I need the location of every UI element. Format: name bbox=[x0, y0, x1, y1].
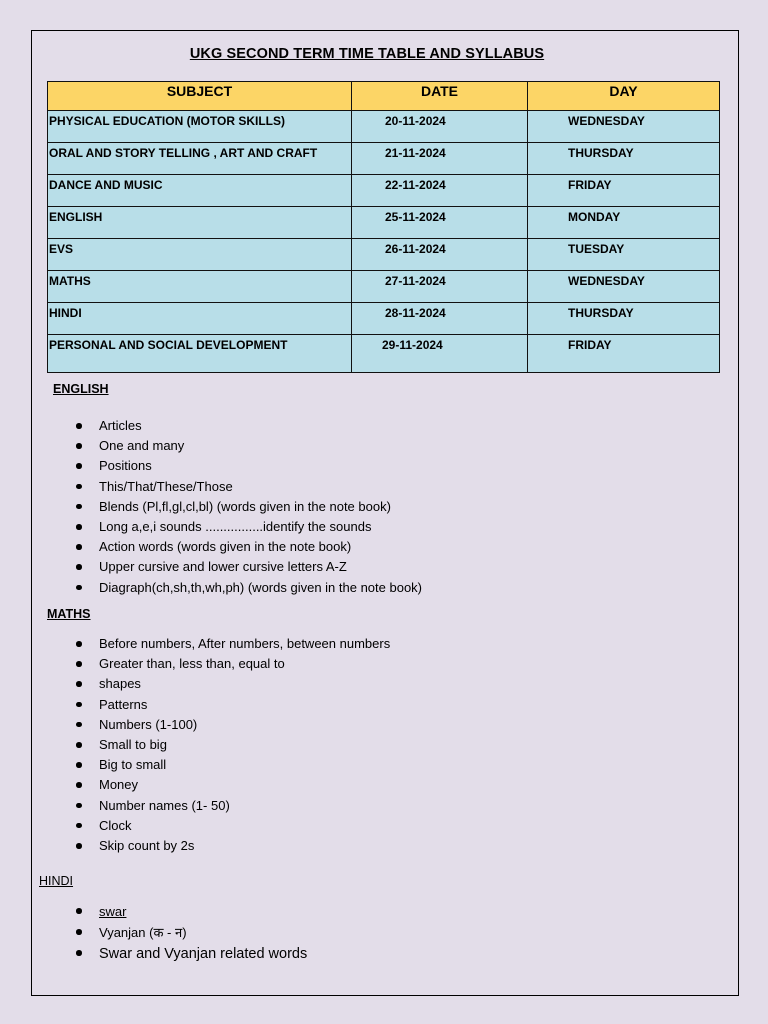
bullet-icon bbox=[76, 803, 82, 809]
list-item: Diagraph(ch,sh,th,wh,ph) (words given in the note book) bbox=[74, 578, 422, 598]
list-item: Numbers (1-100) bbox=[74, 715, 390, 735]
bullet-icon bbox=[76, 443, 82, 449]
subject-cell: DANCE AND MUSIC bbox=[48, 175, 352, 207]
bullet-icon bbox=[76, 484, 82, 490]
subject-cell: HINDI bbox=[48, 303, 352, 335]
list-item: Skip count by 2s bbox=[74, 836, 390, 856]
list-item: This/That/These/Those bbox=[74, 477, 422, 497]
bullet-icon bbox=[76, 544, 82, 550]
bullet-icon bbox=[76, 950, 82, 956]
bullet-icon bbox=[76, 782, 82, 788]
bullet-icon bbox=[76, 908, 82, 914]
list-item: Blends (Pl,fl,gl,cl,bl) (words given in the note book) bbox=[74, 497, 422, 517]
subject-cell: PHYSICAL EDUCATION (MOTOR SKILLS) bbox=[48, 111, 352, 143]
date-cell: 29-11-2024 bbox=[352, 335, 528, 373]
list-item: One and many bbox=[74, 436, 422, 456]
table-row bbox=[48, 239, 720, 271]
list-item: Small to big bbox=[74, 735, 390, 755]
date-cell: 28-11-2024 bbox=[352, 303, 528, 335]
header-date: DATE bbox=[352, 82, 528, 111]
list-item: Action words (words given in the note book) bbox=[74, 537, 422, 557]
subject-cell: PERSONAL AND SOCIAL DEVELOPMENT bbox=[48, 335, 352, 373]
bullet-icon bbox=[76, 641, 82, 647]
list-item: Patterns bbox=[74, 695, 390, 715]
date-cell: 26-11-2024 bbox=[352, 239, 528, 271]
subject-cell: MATHS bbox=[48, 271, 352, 303]
day-cell: WEDNESDAY bbox=[528, 111, 720, 143]
timetable-header-row bbox=[48, 82, 720, 111]
bullet-icon bbox=[76, 823, 82, 829]
hindi-heading: HINDI bbox=[39, 874, 74, 888]
list-item: swar bbox=[74, 901, 307, 922]
table-row bbox=[48, 335, 720, 373]
day-cell: THURSDAY bbox=[528, 143, 720, 175]
day-cell: TUESDAY bbox=[528, 239, 720, 271]
subject-cell: ENGLISH bbox=[48, 207, 352, 239]
list-item: Before numbers, After numbers, between numbers bbox=[74, 634, 390, 654]
list-item: Greater than, less than, equal to bbox=[74, 654, 390, 674]
day-cell: FRIDAY bbox=[528, 175, 720, 207]
date-cell: 27-11-2024 bbox=[352, 271, 528, 303]
subject-cell: EVS bbox=[48, 239, 352, 271]
bullet-icon bbox=[76, 762, 82, 768]
header-subject: SUBJECT bbox=[48, 82, 352, 111]
list-item: Swar and Vyanjan related words bbox=[74, 943, 307, 966]
bullet-icon bbox=[76, 742, 82, 748]
list-item: Number names (1- 50) bbox=[74, 796, 390, 816]
bullet-icon bbox=[76, 463, 82, 469]
list-item: Upper cursive and lower cursive letters A-Z bbox=[74, 557, 422, 577]
hindi-syllabus-list bbox=[74, 901, 307, 966]
list-item: Big to small bbox=[74, 755, 390, 775]
table-row bbox=[48, 175, 720, 207]
table-row bbox=[48, 271, 720, 303]
maths-syllabus-list bbox=[74, 634, 390, 856]
timetable bbox=[47, 81, 720, 373]
header-day: DAY bbox=[528, 82, 720, 111]
bullet-icon bbox=[76, 661, 82, 667]
day-cell: FRIDAY bbox=[528, 335, 720, 373]
date-cell: 20-11-2024 bbox=[352, 111, 528, 143]
table-row bbox=[48, 143, 720, 175]
bullet-icon bbox=[76, 585, 82, 591]
date-cell: 21-11-2024 bbox=[352, 143, 528, 175]
date-cell: 25-11-2024 bbox=[352, 207, 528, 239]
bullet-icon bbox=[76, 929, 82, 935]
date-cell: 22-11-2024 bbox=[352, 175, 528, 207]
list-item: Long a,e,i sounds ................identify the sounds bbox=[74, 517, 422, 537]
list-item: shapes bbox=[74, 674, 390, 694]
english-syllabus-list bbox=[74, 416, 422, 598]
bullet-icon bbox=[76, 843, 82, 849]
document-title: UKG SECOND TERM TIME TABLE AND SYLLABUS bbox=[189, 46, 545, 62]
list-item: Money bbox=[74, 775, 390, 795]
list-item: Clock bbox=[74, 816, 390, 836]
day-cell: MONDAY bbox=[528, 207, 720, 239]
list-item: Positions bbox=[74, 456, 422, 476]
subject-cell: ORAL AND STORY TELLING , ART AND CRAFT bbox=[48, 143, 352, 175]
bullet-icon bbox=[76, 423, 82, 429]
bullet-icon bbox=[76, 681, 82, 687]
table-row bbox=[48, 207, 720, 239]
bullet-icon bbox=[76, 702, 82, 708]
bullet-icon bbox=[76, 564, 82, 570]
list-item: Vyanjan (क - न) bbox=[74, 922, 307, 943]
maths-heading: MATHS bbox=[47, 607, 91, 621]
day-cell: THURSDAY bbox=[528, 303, 720, 335]
english-heading: ENGLISH bbox=[53, 382, 109, 396]
day-cell: WEDNESDAY bbox=[528, 271, 720, 303]
bullet-icon bbox=[76, 722, 82, 728]
table-row bbox=[48, 111, 720, 143]
list-item: Articles bbox=[74, 416, 422, 436]
table-row bbox=[48, 303, 720, 335]
bullet-icon bbox=[76, 504, 82, 510]
bullet-icon bbox=[76, 524, 82, 530]
